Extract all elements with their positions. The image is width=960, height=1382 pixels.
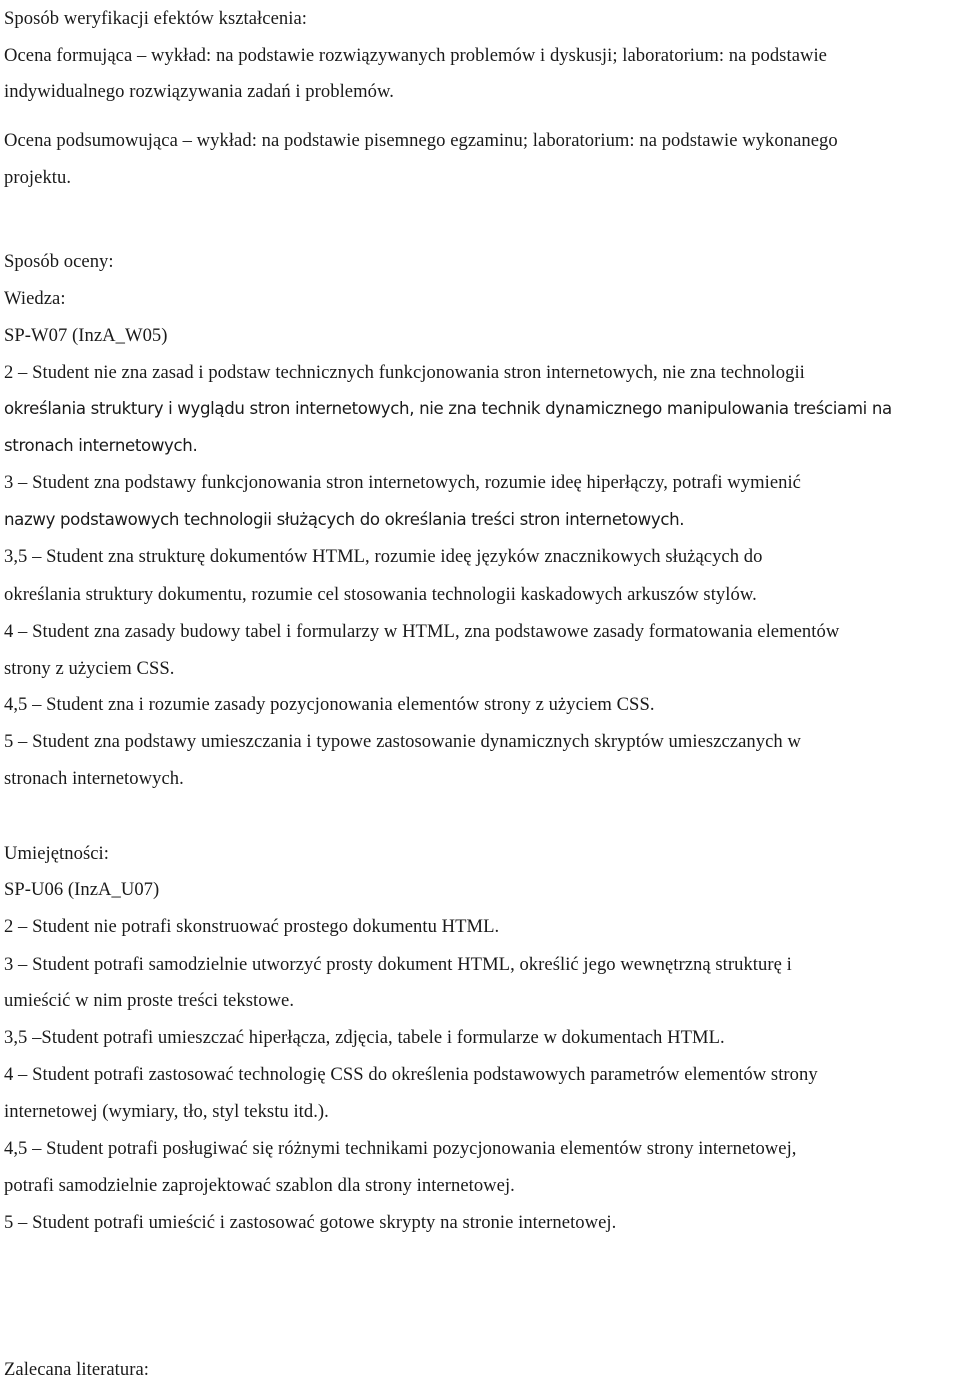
knowledge-line: stronach internetowych. [4,768,184,789]
formative-line-2: indywidualnego rozwiązywania zadań i problemów. [4,81,394,102]
knowledge-line: określania struktury dokumentu, rozumie cel stosowania technologii kaskadowych arkuszów stylów. [4,584,757,605]
knowledge-line: 4 – Student zna zasady budowy tabel i formularzy w HTML, zna podstawowe zasady formatowania elementów [4,621,840,642]
skills-line: 5 – Student potrafi umieścić i zastosować gotowe skrypty na stronie internetowej. [4,1212,617,1233]
knowledge-line: 3 – Student zna podstawy funkcjonowania stron internetowych, rozumie ideę hiperłączy, potrafi wymienić [4,472,801,493]
skills-heading: Umiejętności: [4,843,109,864]
skills-line: 2 – Student nie potrafi skonstruować prostego dokumentu HTML. [4,916,500,937]
skills-line: 3 – Student potrafi samodzielnie utworzyć prosty dokument HTML, określić jego wewnętrzną strukturę i [4,954,792,975]
skills-code: SP-U06 (InzA_U07) [4,879,160,900]
skills-line: 4,5 – Student potrafi posługiwać się różnymi technikami pozycjonowania elementów strony internetowej, [4,1138,797,1159]
skills-line: internetowej (wymiary, tło, styl tekstu itd.). [4,1101,329,1122]
skills-line: umieścić w nim proste treści tekstowe. [4,990,295,1011]
skills-line: 3,5 –Student potrafi umieszczać hiperłącza, zdjęcia, tabele i formularze w dokumentach HTML. [4,1027,725,1048]
literature-heading: Zalecana literatura: [4,1359,150,1380]
knowledge-line: 5 – Student zna podstawy umieszczania i typowe zastosowanie dynamicznych skryptów umieszczanych w [4,731,801,752]
knowledge-code: SP-W07 (InzA_W05) [4,325,168,346]
knowledge-line: strony z użyciem CSS. [4,658,175,679]
knowledge-line: 4,5 – Student zna i rozumie zasady pozycjonowania elementów strony z użyciem CSS. [4,694,655,715]
knowledge-line: 3,5 – Student zna strukturę dokumentów HTML, rozumie ideę języków znacznikowych służących do [4,546,763,567]
summative-line-1: Ocena podsumowująca – wykład: na podstawie pisemnego egzaminu; laboratorium: na podstawie wykonanego [4,130,838,151]
knowledge-heading: Wiedza: [4,288,66,309]
formative-line-1: Ocena formująca – wykład: na podstawie rozwiązywanych problemów i dyskusji; laboratorium: na podstawie [4,45,827,66]
knowledge-line: 2 – Student nie zna zasad i podstaw technicznych funkcjonowania stron internetowych, nie zna technologii [4,362,805,383]
summative-line-2: projektu. [4,167,72,188]
skills-line: 4 – Student potrafi zastosować technologię CSS do określenia podstawowych parametrów elementów strony [4,1064,818,1085]
knowledge-line: nazwy podstawowych technologii służących do określania treści stron internetowych. [4,510,685,529]
skills-line: potrafi samodzielnie zaprojektować szablon dla strony internetowej. [4,1175,515,1196]
verification-heading: Sposób weryfikacji efektów kształcenia: [4,8,307,29]
knowledge-line: określania struktury i wyglądu stron internetowych, nie zna technik dynamicznego manipulowania treściami na [4,399,892,418]
knowledge-line: stronach internetowych. [4,436,198,455]
grading-heading: Sposób oceny: [4,251,114,272]
